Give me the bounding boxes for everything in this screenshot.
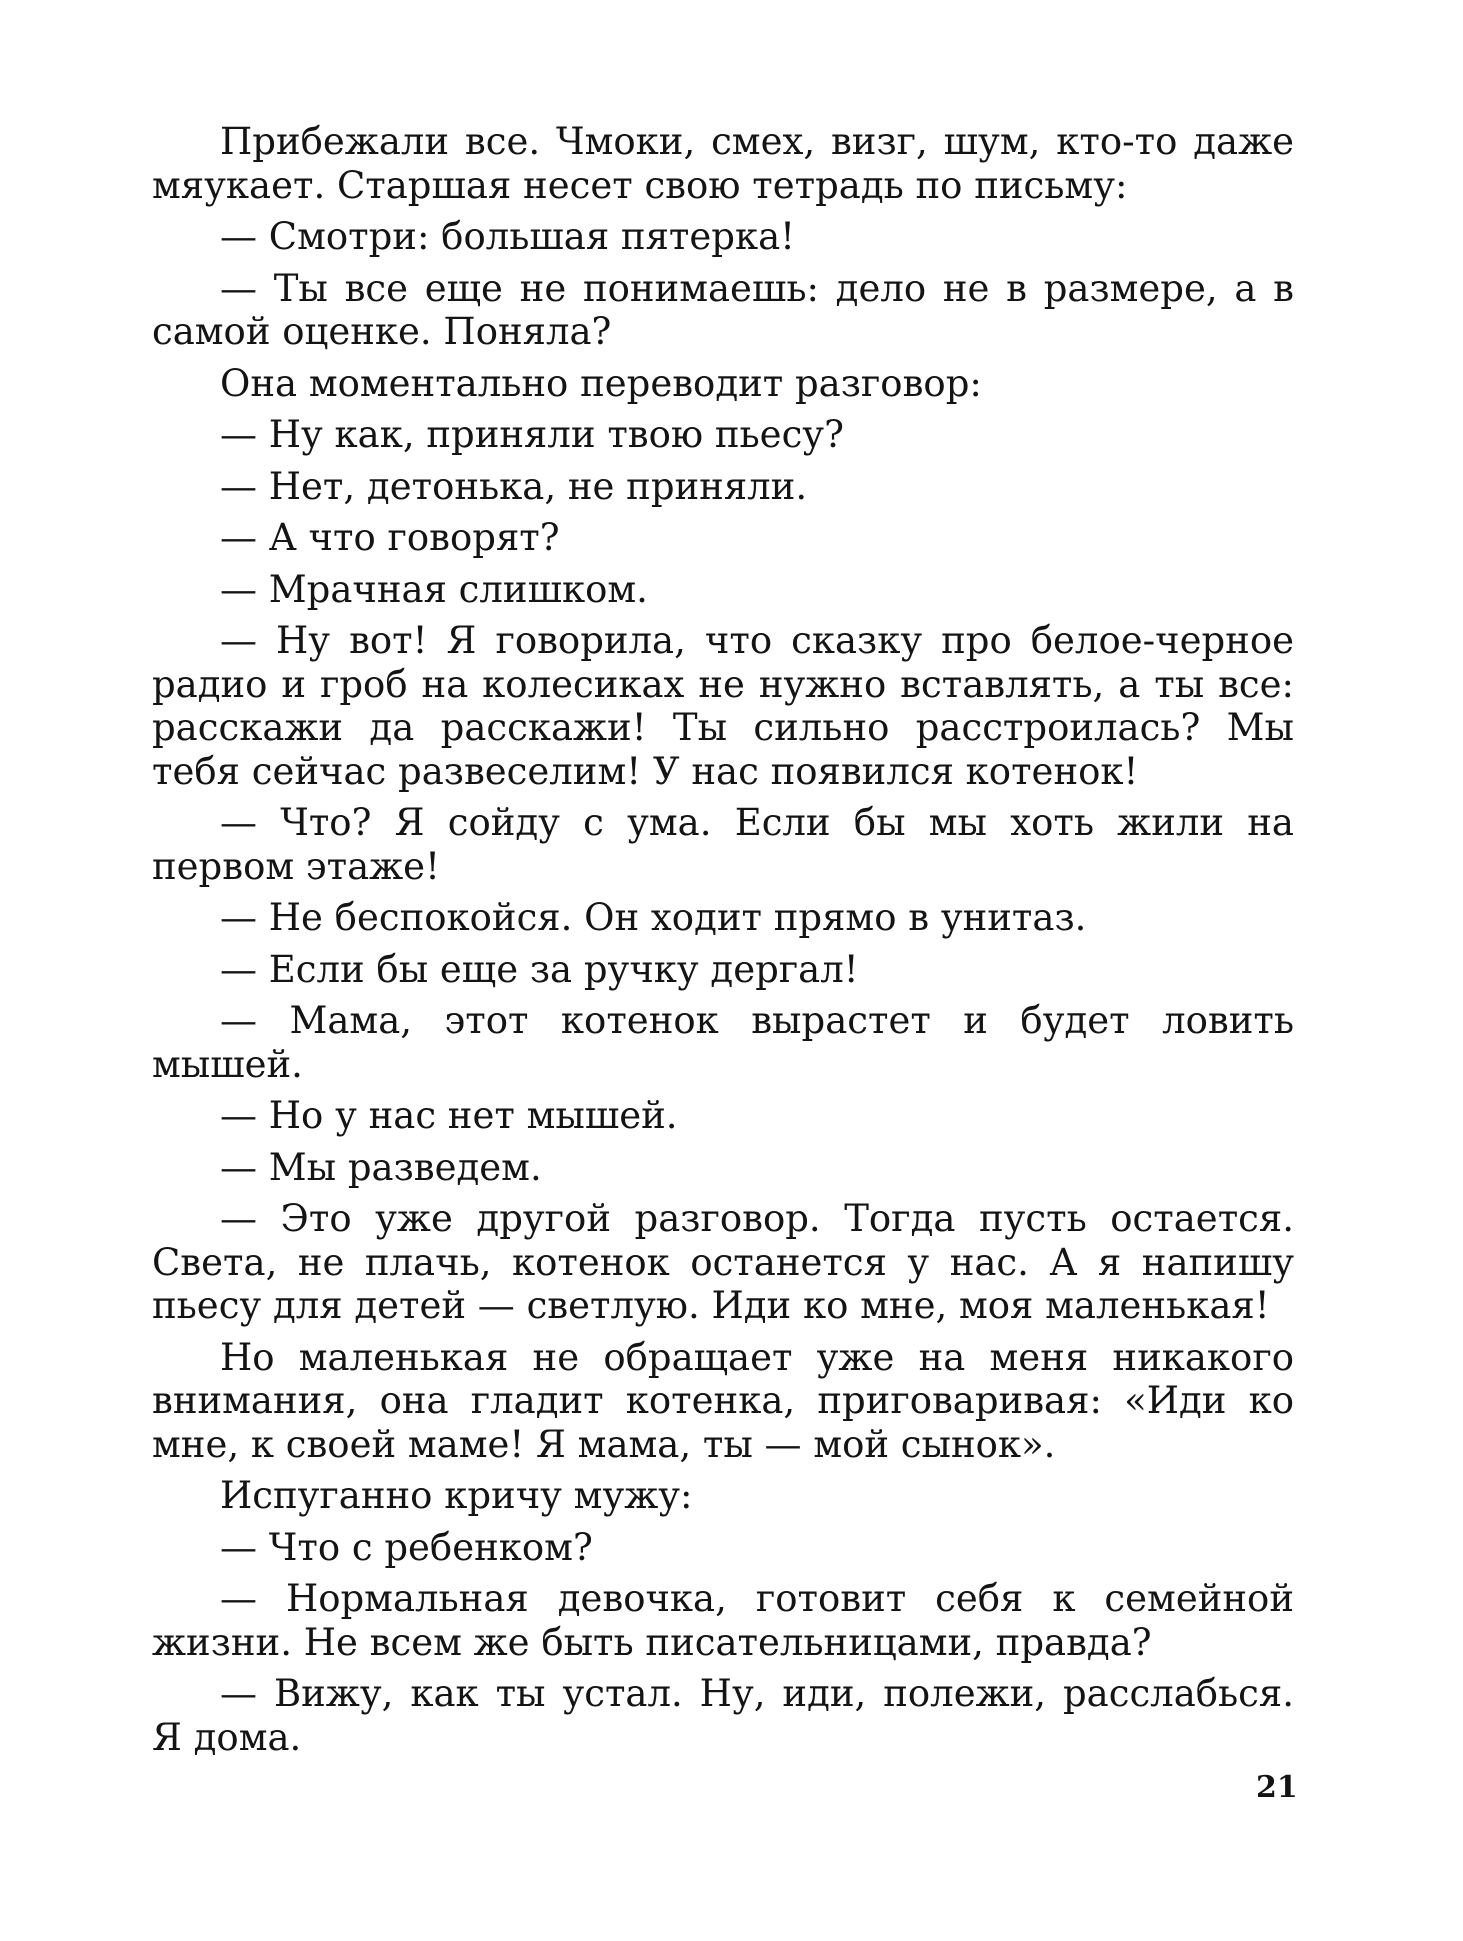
paragraph: — Что? Я сойду с ума. Если бы мы хоть жили на первом этаже!	[152, 801, 1294, 888]
paragraph: — Мама, этот котенок вырастет и будет ловить мышей.	[152, 999, 1294, 1086]
paragraph: — Вижу, как ты устал. Ну, иди, полежи, расслабься. Я дома.	[152, 1672, 1294, 1759]
paragraph: — Нормальная девочка, готовит себя к семейной жизни. Не всем же быть писательницами, правда?	[152, 1577, 1294, 1664]
paragraph: — Мрачная слишком.	[220, 567, 648, 611]
paragraph: — Смотри: большая пятерка!	[220, 215, 796, 258]
paragraph: — Ну вот! Я говорила, что сказку про белое-черное радио и гроб на колесиках не нужно вставлять, а ты все: расскажи да расскажи! Ты сильно расстроилась? Мы тебя сейчас развеселим! У нас появился котенок!	[152, 619, 1294, 793]
paragraph: Она моментально переводит разговор:	[220, 361, 982, 405]
paragraph: — Не беспокойся. Он ходит прямо в унитаз.	[220, 896, 1087, 939]
paragraph: — Если бы еще за ручку дергал!	[220, 947, 859, 991]
paragraph: Но маленькая не обращает уже на меня никакого внимания, она гладит котенка, приговаривая: «Иди ко мне, к своей маме! Я мама, ты — мой сынок».	[152, 1335, 1294, 1466]
paragraph: — Нет, детонька, не приняли.	[220, 464, 808, 508]
paragraph: — Но у нас нет мышей.	[220, 1094, 678, 1137]
paragraph: — Мы разведем.	[220, 1145, 542, 1189]
body-text	[152, 120, 1294, 1759]
paragraph: — Что с ребенком?	[220, 1525, 593, 1569]
paragraph: Испуганно кричу мужу:	[220, 1474, 693, 1517]
paragraph: — Ты все еще не понимаешь: дело не в размере, а в самой оценке. Поняла?	[152, 266, 1294, 353]
paragraph: — А что говорят?	[220, 516, 560, 559]
paragraph: Прибежали все. Чмоки, смех, визг, шум, кто-то даже мяукает. Старшая несет свою тетрадь по письму:	[152, 120, 1294, 207]
paragraph: — Ну как, приняли твою пьесу?	[220, 413, 844, 456]
paragraph: — Это уже другой разговор. Тогда пусть остается. Света, не плачь, котенок останется у нас. А я напишу пьесу для детей — светлую. Иди ко мне, моя маленькая!	[152, 1197, 1294, 1327]
page-number: 21	[1256, 1770, 1298, 1805]
